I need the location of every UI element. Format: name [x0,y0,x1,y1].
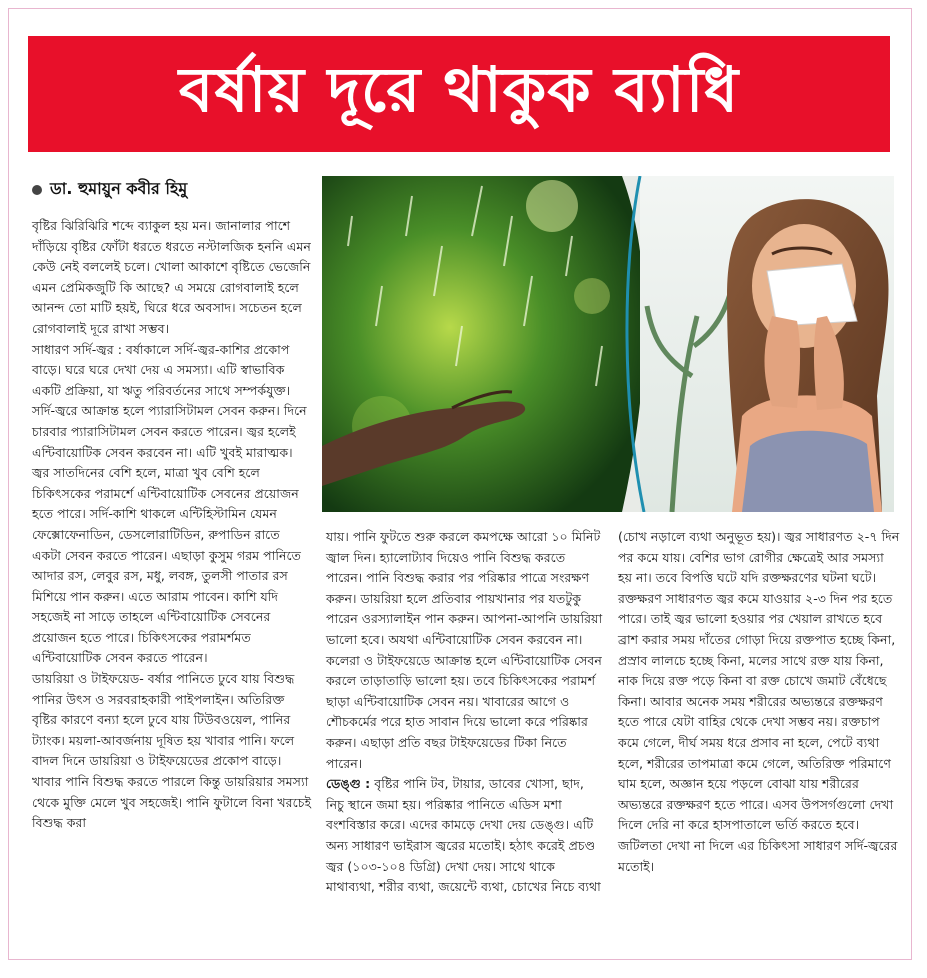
byline [32,176,187,203]
article-photo [322,176,894,512]
paragraph-diarrhea: ডায়রিয়া ও টাইফয়েড- বর্ষার পানিতে ঢুবে যায় বিশুদ্ধ পানির উৎস ও সরবরাহকারী পাইপলাইন। অতিরিক্ত বৃষ্টির কারণে বন্যা হলে ঢুবে যায় টিউবওয়েল, পানির ট্যাংক। ময়লা-আবর্জনায় দূষিত হয় খাবার পানি। ফলে বাদল দিনে ডায়রিয়া ও টাইফয়েডের প্রকোপ বাড়ে। খাবার পানি বিশুদ্ধ করতে পারলে কিন্তু ডায়রিয়ার সমস্যা থেকে মুক্তি মেলে খুব সহজেই। পানি ফুটালে বিনা খরচেই বিশুদ্ধ করা [32,671,312,831]
headline: বর্ষায় দূরে থাকুক ব্যাধি [178,52,740,126]
rain-and-sneeze-illustration [322,176,894,512]
headline-banner [28,36,890,152]
paragraph-water: যায়। পানি ফুটতে শুরু করলে কমপক্ষে আরো ১০ মিনিট জ্বাল দিন। হ্যালোট্যাব দিয়েও পানি বিশুদ্ধ করতে পারেন। পানি বিশুদ্ধ করার পর পরিষ্কার পাত্রে সংরক্ষণ করুন। ডায়রিয়া হলে প্রতিবার পায়খানার পর যতটুকু পারেন ওরস্যালাইন পান করুন। আপনা-আপনি ডায়রিয়া ভালো হবে। অযথা এন্টিবায়োটিক সেবন করবেন না। কলেরা ও টাইফয়েডে আক্রান্ত হলে এন্টিবায়োটিক সেবন করলে তাড়াতাড়ি ভালো হয়। তবে চিকিৎসকের পরামর্শ ছাড়া এন্টিবায়োটিক সেবন নয়। খাবারের আগে ও শৌচকর্মের পরে হাত সাবান দিয়ে ভালো করে পরিষ্কার করুন। এছাড়া প্রতি বছর টাইফয়েডের টিকা নিতে পারেন। [326,529,603,771]
paragraph-cold-fever: সাধারণ সর্দি-জ্বর : বর্ষাকালে সর্দি-জ্বর-কাশির প্রকোপ বাড়ে। ঘরে ঘরে দেখা দেয় এ সমস্যা। এটি স্বাভাবিক একটি প্রক্রিয়া, যা ঋতু পরিবর্তনের সাথে সম্পর্কযুক্ত। সর্দি-জ্বরে আক্রান্ত হলে প্যারাসিটামল সেবন করুন। দিনে চারবার প্যারাসিটামল সেবন করতে পারেন। জ্বর হলেই এন্টিবায়োটিক সেবন করবেন না। এটি খুবই মারাত্মক। জ্বর সাতদিনের বেশি হলে, মাত্রা খুব বেশি হলে চিকিৎসকের পরামর্শে এন্টিবায়োটিক সেবনের প্রয়োজন হতে পারে। সর্দি-কাশি থাকলে এন্টিহিস্টামিন যেমন ফেক্সোফেনাডিন, ডেসলোরাটিডিন, রুপাডিন রাতে একটা সেবন করতে পারেন। এছাড়া কুসুম গরম পানিতে আদার রস, লেবুর রস, মধু, লবঙ্গ, তুলসী পাতার রস মিশিয়ে পান করুন। এতে আরাম পাবেন। কাশি যদি সহজেই না সাড়ে তাহলে এন্টিবায়োটিক সেবনের প্রয়োজন হতে পারে। চিকিৎসকের পরামর্শমত এন্টিবায়োটিক সেবন করতে পারেন। [32,341,307,666]
article-column-1 [32,216,312,834]
article-column-2 [326,527,604,898]
woman-top [742,431,874,512]
left-hand [765,316,801,408]
paragraph-intro: বৃষ্টির ঝিরিঝিরি শব্দে ব্যাকুল হয় মন। জানালার পাশে দাঁড়িয়ে বৃষ্টির ফোঁটা ধরতে ধরতে নস্টালজিক হননি এমন কেউ নেই বললেই চলে। খোলা আকাশে বৃষ্টিতে ভেজেনি এমন প্রেমিকজুটি কি আছে? এ সময়ে রোগবালাই হলে আনন্দ তো মাটি হয়ই, ঘিরে ধরে অবসাদ। সচেতন হলে রোগবালাই দূরে রাখা সম্ভব। [32,218,311,336]
article-column-3 [618,527,900,877]
tissue [767,264,857,326]
dengue-text: বৃষ্টির পানি টব, টায়ার, ডাবের খোসা, ছাদ, নিচু স্থানে জমা হয়। পরিষ্কার পানিতে এডিস মশা বংশবিস্তার করে। এদের কামড়ে দেখা দেয় ডেঙ্গু। এটি অন্য সাধারণ ভাইরাস জ্বরের মতোই। হঠাৎ করেই প্রচণ্ড জ্বর (১০৩-১০৪ ডিগ্রি) দেখা দেয়। সাথে থাকে মাথাব্যথা, শরীর ব্যথা, জয়েন্টে ব্যথা, চোখের নিচে ব্যথা [326,776,601,895]
bullet-icon [32,185,42,195]
dengue-heading: ডেঙ্গু : [326,776,371,792]
paragraph-bleeding: (চোখ নড়ালে ব্যথা অনুভূত হয়)। জ্বর সাধারণত ২-৭ দিন পর কমে যায়। বেশির ভাগ রোগীর ক্ষেত্রেই আর সমস্যা হয় না। তবে বিপত্তি ঘটে যদি রক্তক্ষরণের ঘটনা ঘটে। রক্তক্ষরণ সাধারণত জ্বর কমে যাওয়ার ২-৩ দিন পর হতে পারে। তাই জ্বর ভালো হওয়ার পর খেয়াল রাখতে হবে ব্রাশ করার সময় দাঁতের গোড়া দিয়ে রক্তপাত হচ্ছে কিনা, প্রস্রাব লালচে হচ্ছে কিনা, মলের সাথে রক্ত যায় কিনা, নাক দিয়ে রক্ত পড়ে কিনা বা রক্ত চোখে জমাট বেঁধেছে কিনা। আবার অনেক সময় শরীরের অভ্যন্তরে রক্তক্ষরণ হতে পারে যেটা বাহির থেকে দেখা সম্ভব নয়। রক্তচাপ কমে গেলে, দীর্ঘ সময় ধরে প্রসাব না হলে, পেটে ব্যথা হলে, শরীরের তাপমাত্রা কমে গেলে, অতিরিক্ত পরিমাণে ঘাম হলে, অজ্ঞান হয়ে পড়লে বোঝা যায় শরীরের অভ্যন্তরে রক্তক্ষরণ হতে পারে। এসব উপসর্গগুলো দেখা দিলে দেরি না করে হাসপাতালে ভর্তি করতে হবে। জটিলতা দেখা না দিলে এর চিকিৎসা সাধারণ সর্দি-জ্বরের মতোই। [618,529,900,874]
paragraph-dengue [326,774,604,898]
author-name: ডা. হুমায়ুন কবীর হিমু [50,179,188,198]
